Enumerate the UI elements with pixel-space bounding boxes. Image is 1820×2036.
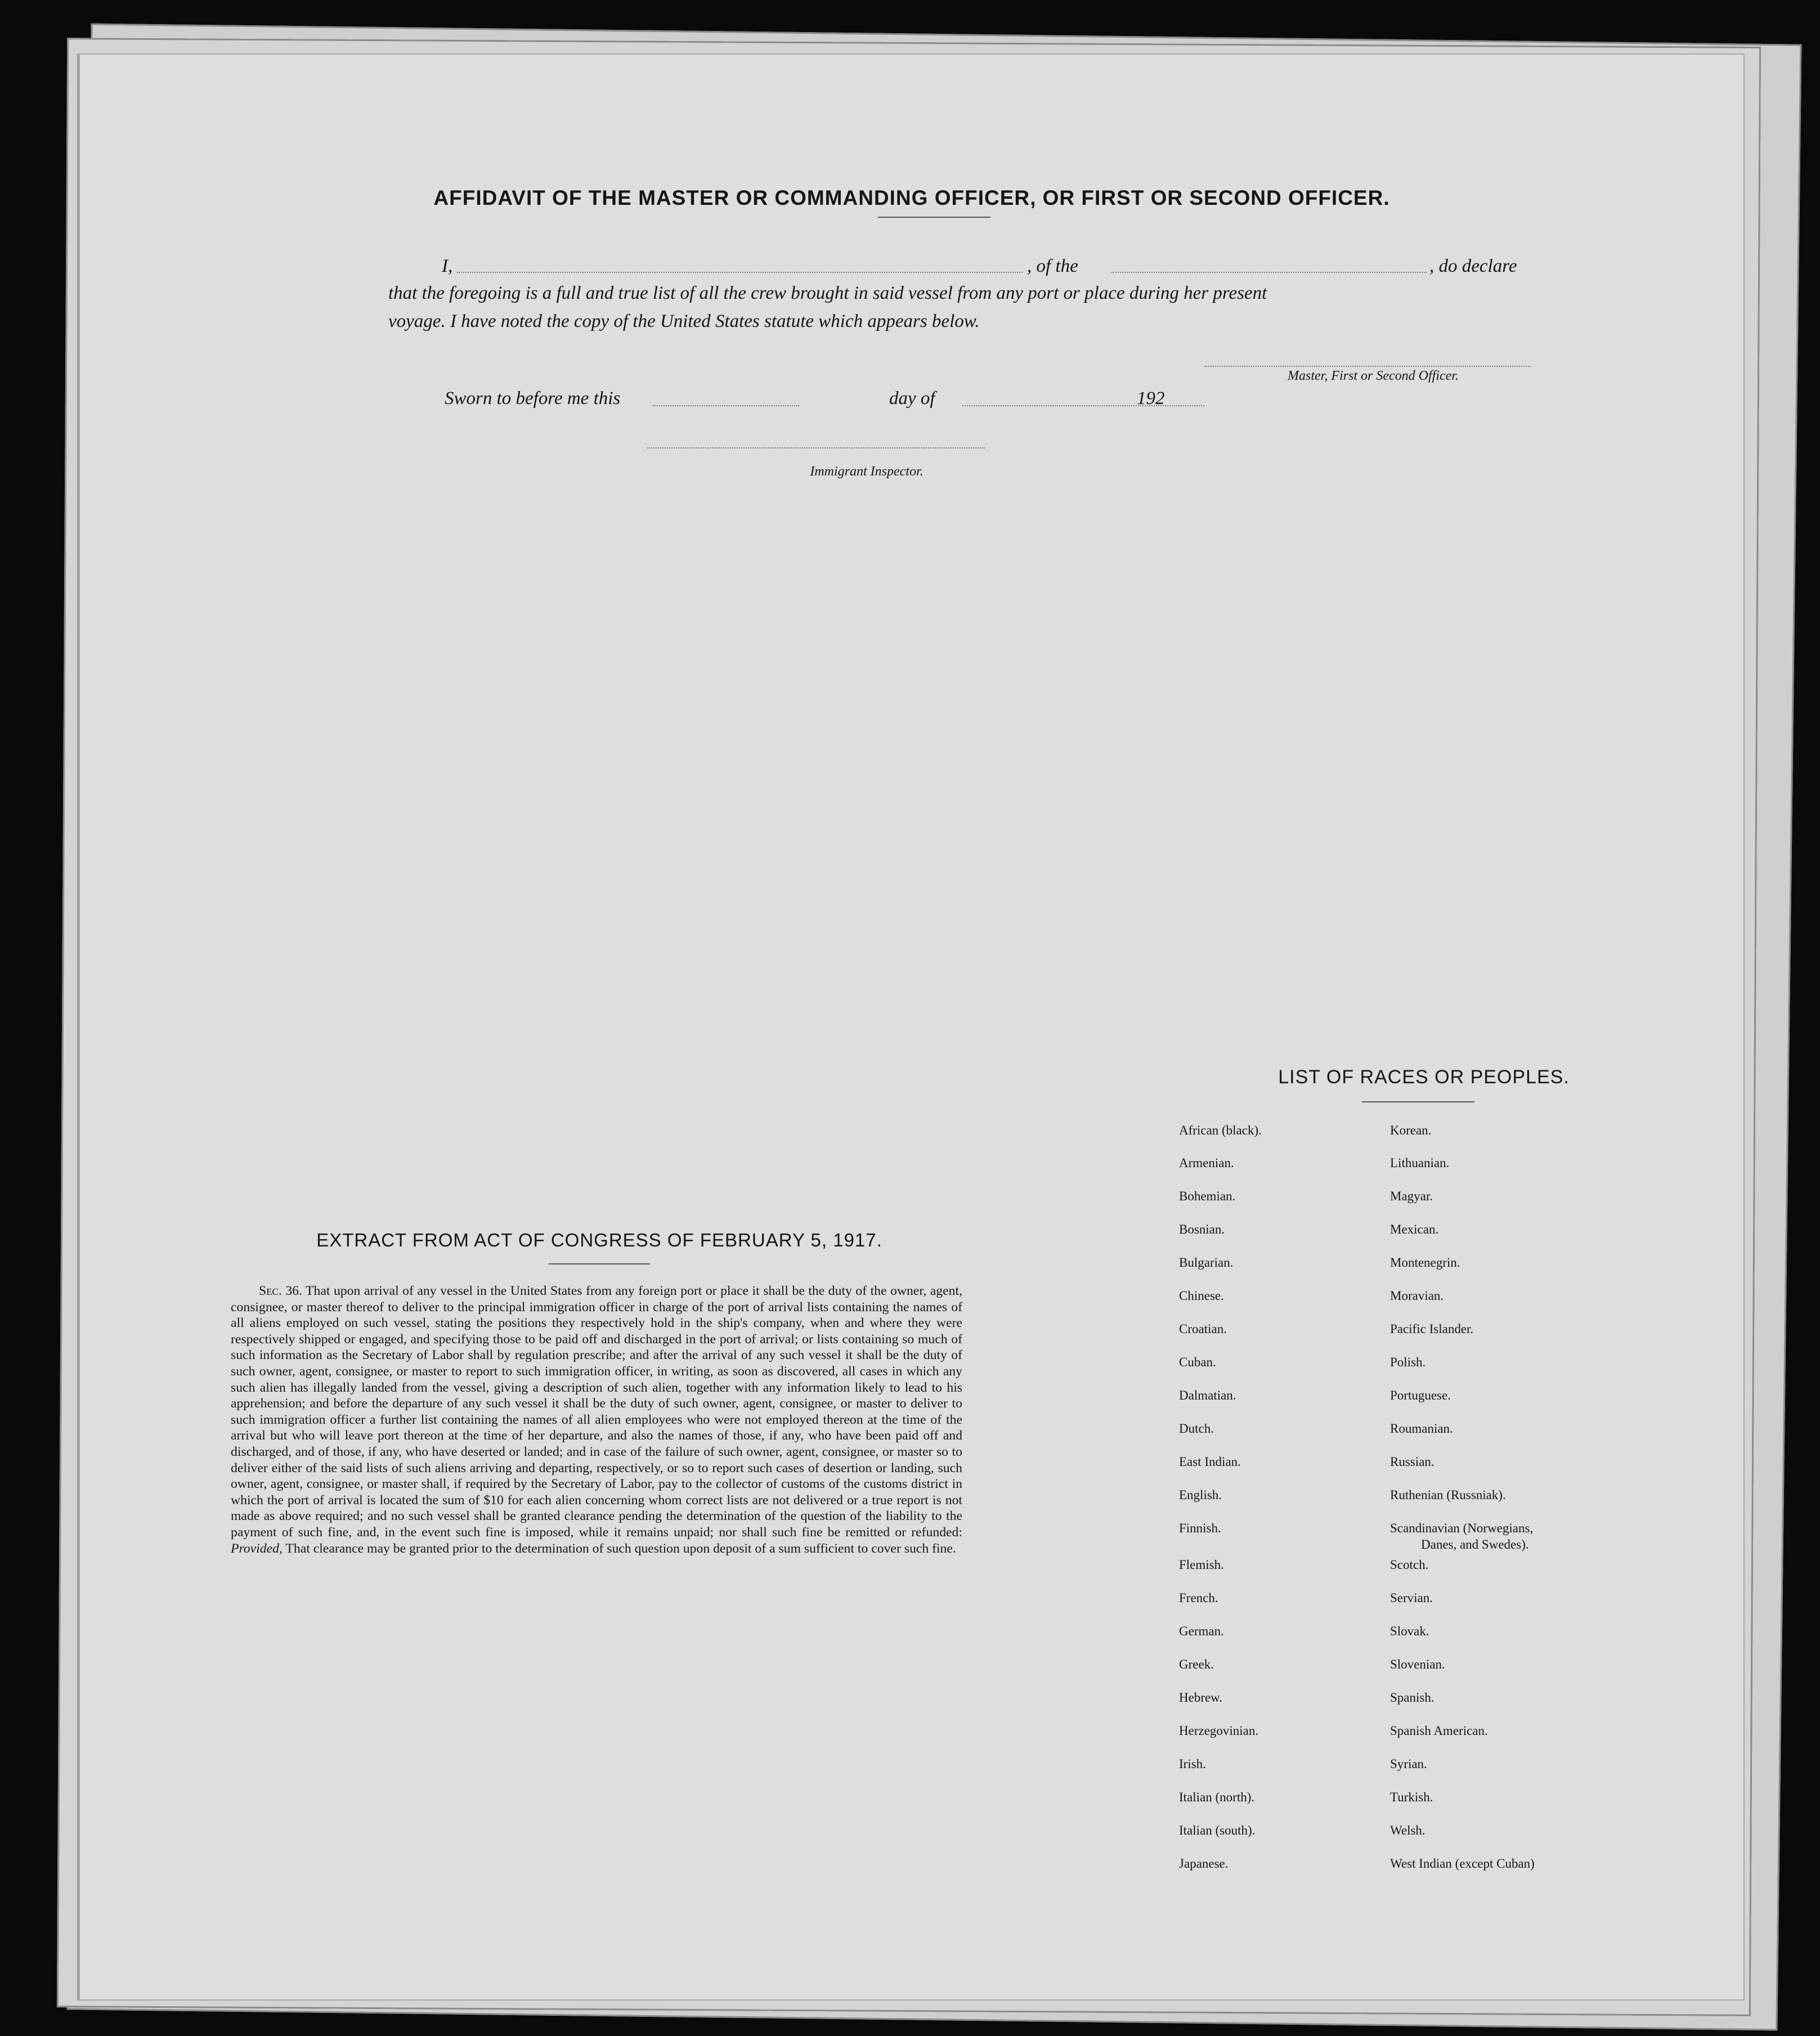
divider [549, 1263, 650, 1264]
race-item: Finnish. [1179, 1521, 1221, 1535]
race-item: Irish. [1179, 1757, 1206, 1771]
race-item: Moravian. [1390, 1289, 1444, 1303]
race-item: Bohemian. [1179, 1189, 1236, 1203]
race-item: Portuguese. [1390, 1388, 1451, 1402]
affidavit-of-the-label: , of the [1027, 256, 1078, 276]
race-item: Italian (north). [1179, 1790, 1255, 1804]
race-item: Herzegovinian. [1179, 1724, 1259, 1738]
master-signature-field[interactable] [1204, 366, 1531, 367]
affidavit-i-label: I, [442, 256, 453, 276]
race-item: Scandinavian (Norwegians, [1390, 1521, 1534, 1535]
vessel-name-field[interactable] [1111, 272, 1427, 273]
extract-paragraph [231, 1283, 962, 1557]
race-item: Turkish. [1390, 1790, 1433, 1804]
race-item: Lithuanian. [1390, 1156, 1450, 1170]
race-item: Magyar. [1390, 1189, 1433, 1203]
race-item: Spanish. [1390, 1690, 1435, 1705]
affidavit-declare-label: , do declare [1429, 256, 1517, 276]
race-item: Dalmatian. [1179, 1388, 1236, 1402]
race-item: French. [1179, 1591, 1218, 1605]
affidavit-text: that the foregoing is a full and true list of all the crew brought in said vessel from any port or place during her present [388, 283, 1267, 303]
race-item: Chinese. [1179, 1289, 1224, 1303]
affidavit-declaration-line [79, 256, 1745, 284]
document-page [79, 53, 1745, 2001]
race-item: Bosnian. [1179, 1222, 1225, 1236]
extract-text: That upon arrival of any vessel in the United States from any foreign port or place it shall be the duty of the owner, agent, consignee, or master thereof to deliver to the principal immigration officer in charge of the port of arrival lists containing the names of all aliens employed on such vessel, stating the positions they respectively hold in the ship's company, when and where they were respectively shipped or engaged, and specifying those to be paid off and discharged in the port of arrival; or lists containing so much of such information as the Secretary of Labor shall by regulation prescribe; and after the arrival of any such vessel it shall be the duty of such owner, agent, consignee, or master to report to such immigration officer, in writing, as soon as discovered, all cases in which any such alien has illegally landed from the vessel, giving a description of such alien, together with any information likely to lead to his apprehension; and before the departure of any such vessel it shall be the duty of such owner, agent, consignee, or master to deliver to such immigration officer a further list containing the names of all alien employees who were not employed thereon at the time of the arrival but who will leave port thereon at the time of her departure, and also the names of those, if any, who have been paid off and discharged, and of those, if any, who have deserted or landed; and in case of the failure of such owner, agent, consignee, or master so to deliver either of the said lists of such aliens arriving and departing, respectively, or so to report such cases of desertion or landing, such owner, agent, consignee, or master shall, if required by the Secretary of Labor, pay to the collector of customs of the customs district in which the port of arrival is located the sum of $10 for each alien concerning whom correct lists are not delivered or a true report is not made as above required; and no such vessel shall be granted clearance pending the determination of the question of the liability to the payment of such fine, and, in the event such fine is imposed, while it remains unpaid; nor shall such fine be remitted or refunded: [231, 1284, 963, 1540]
master-name-field[interactable] [457, 272, 1023, 273]
race-item: East Indian. [1179, 1455, 1241, 1469]
race-item: African (black). [1179, 1123, 1262, 1137]
extract-text: That clearance may be granted prior to the determination of such question upon deposit of a sum sufficient to cover such fine. [285, 1541, 956, 1556]
sworn-label: Sworn to before me this [445, 388, 621, 409]
sworn-day-of-label: day of [889, 388, 935, 409]
provided-label: Provided, [231, 1541, 283, 1556]
race-item: German. [1179, 1624, 1224, 1638]
divider [878, 217, 990, 218]
race-item: Russian. [1390, 1455, 1435, 1469]
race-item: Cuban. [1179, 1355, 1216, 1369]
inspector-signature-field[interactable] [647, 447, 985, 449]
race-item: Bulgarian. [1179, 1255, 1234, 1270]
race-item: Hebrew. [1179, 1690, 1223, 1705]
sworn-year-label: 192 [1137, 388, 1165, 409]
race-item: Japanese. [1179, 1856, 1229, 1871]
extract-title: EXTRACT FROM ACT OF CONGRESS OF FEBRUARY 5, 1917. [316, 1230, 882, 1250]
race-item: Italian (south). [1179, 1823, 1256, 1837]
signature-label: Master, First or Second Officer. [1288, 369, 1459, 383]
race-item: Scotch. [1390, 1558, 1429, 1572]
race-item: Montenegrin. [1390, 1255, 1460, 1270]
race-item: English. [1179, 1488, 1222, 1502]
race-item: Polish. [1390, 1355, 1426, 1369]
race-item: Mexican. [1390, 1222, 1439, 1236]
race-item: Korean. [1390, 1123, 1432, 1137]
race-item: Greek. [1179, 1657, 1214, 1671]
divider [1362, 1101, 1474, 1102]
race-item: Armenian. [1179, 1156, 1234, 1170]
affidavit-title: AFFIDAVIT OF THE MASTER OR COMMANDING OFFICER, OR FIRST OR SECOND OFFICER. [433, 186, 1390, 209]
race-item: Danes, and Swedes). [1421, 1537, 1529, 1551]
affidavit-text: voyage. I have noted the copy of the United States statute which appears below. [388, 311, 980, 331]
races-title: LIST OF RACES OR PEOPLES. [1278, 1066, 1570, 1088]
sworn-day-field[interactable] [653, 405, 799, 406]
race-item: Servian. [1390, 1591, 1433, 1605]
race-item: Spanish American. [1390, 1724, 1488, 1738]
sworn-month-field[interactable] [962, 405, 1204, 406]
race-item: Flemish. [1179, 1558, 1224, 1572]
race-item: Welsh. [1390, 1823, 1425, 1837]
race-item: Slovenian. [1390, 1657, 1445, 1671]
race-item: West Indian (except Cuban) [1390, 1856, 1535, 1871]
inspector-label: Immigrant Inspector. [810, 464, 924, 479]
race-item: Syrian. [1390, 1757, 1427, 1771]
section-label: Sec. 36. [259, 1284, 302, 1298]
race-item: Roumanian. [1390, 1421, 1453, 1436]
race-item: Pacific Islander. [1390, 1322, 1474, 1336]
race-item: Slovak. [1390, 1624, 1429, 1638]
race-item: Ruthenian (Russniak). [1390, 1488, 1506, 1502]
race-item: Croatian. [1179, 1322, 1227, 1336]
race-item: Dutch. [1179, 1421, 1214, 1436]
